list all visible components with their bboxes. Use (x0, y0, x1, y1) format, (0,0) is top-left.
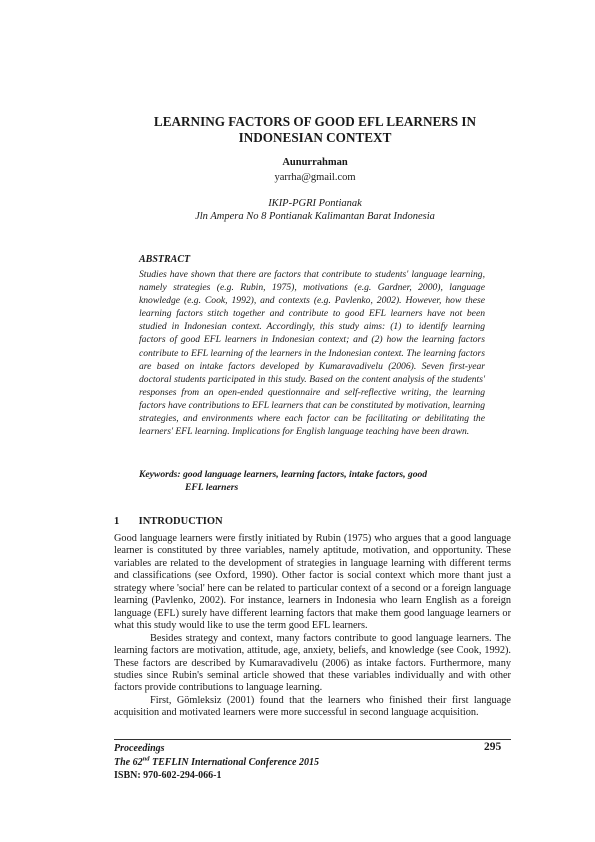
keywords-line-2: EFL learners (185, 482, 239, 494)
footer-conference (114, 756, 319, 770)
paragraph: Besides strategy and context, many factors contribute to good language learners. The learning factors are motivation, attitude, age, anxiety, beliefs, and knowledge (see Cook, 1992). These factors are described by Kumaravadivelu (2006) as intake factors. Furthermore, many studies since Rubin's seminal article showed that these variables individually and with other factors provide contributions to language learning. (114, 632, 511, 694)
paper-title (115, 114, 515, 146)
conference-suffix: TEFLIN International Conference 2015 (149, 756, 319, 768)
paragraph: First, Gömleksiz (2001) found that the learners who finished their first language acquisition and motivated learners were more successful in second language acquisition. (114, 694, 511, 719)
abstract-text: Studies have shown that there are factors that contribute to students' language learning, namely strategies (e.g. Rubin, 1975), motivations (e.g. Gardner, 2000), language knowledge (e.g. Cook, 1992), and contexts (e.g. Pavlenko, 2002). However, how these learning factors stitch together and contribute to good EFL learners have not been studied in Indonesian context. Accordingly, this study aims: (1) to identify learning factors of good EFL learners in Indonesian context; and (2) how the learning factors contribute to EFL learning of the learners in the Indonesian context. The learning factors are based on intake factors developed by Kumaravadivelu (2006). Seven first-year doctoral students participated in this study. Based on the content analysis of the students' responses from an open-ended questionnaire and self-reflective writing, the learning factors have contributions to EFL learners that can be constituted by motivation, learning strategies, and environments where each factor can be facilitating or debilitating the learners' EFL learning. Implications for English language teaching have been drawn. (139, 269, 485, 438)
title-line-1: LEARNING FACTORS OF GOOD EFL LEARNERS IN (153, 114, 477, 129)
section-title: INTRODUCTION (138, 516, 223, 527)
footer-isbn: ISBN: 970-602-294-066-1 (114, 770, 222, 781)
section-heading (114, 516, 223, 527)
footer-info (114, 742, 319, 783)
keywords-line-1: good language learners, learning factors, intake factors, good (182, 469, 428, 480)
author-name: Aunurrahman (282, 157, 348, 168)
keywords (139, 468, 485, 494)
footer-proceedings: Proceedings (114, 743, 165, 754)
author-email: yarrha@gmail.com (274, 172, 356, 183)
page-number: 295 (484, 741, 502, 753)
conference-ordinal: nd (142, 755, 150, 763)
keywords-label: Keywords: (139, 469, 181, 480)
author-institution: IKIP-PGRI Pontianak (268, 198, 362, 209)
paragraph: Good language learners were firstly initiated by Rubin (1975) who argues that a good language learner is constituted by three variables, namely aptitude, motivation, and opportunity. These variables are related to the development of strategies in language learning with different terms and classifications (see Oxford, 1990). Other factor is social context which more thant just a strategy where 'social' here can be related to particular context of a second or a foreign language learning (Pavlenko, 2002). For instance, learners in Indonesia who learn English as a foreign language (EFL) surely have different learning factors that make them good language learners or what this study would like to use the term good EFL learners. (114, 533, 511, 632)
introduction-body (114, 533, 511, 720)
conference-prefix: The 62 (114, 756, 143, 768)
abstract-heading: ABSTRACT (139, 254, 191, 265)
footer-divider (114, 739, 511, 740)
author-address: Jln Ampera No 8 Pontianak Kalimantan Barat Indonesia (195, 211, 435, 222)
section-number: 1 (114, 516, 120, 527)
title-line-2: INDONESIAN CONTEXT (238, 130, 392, 145)
